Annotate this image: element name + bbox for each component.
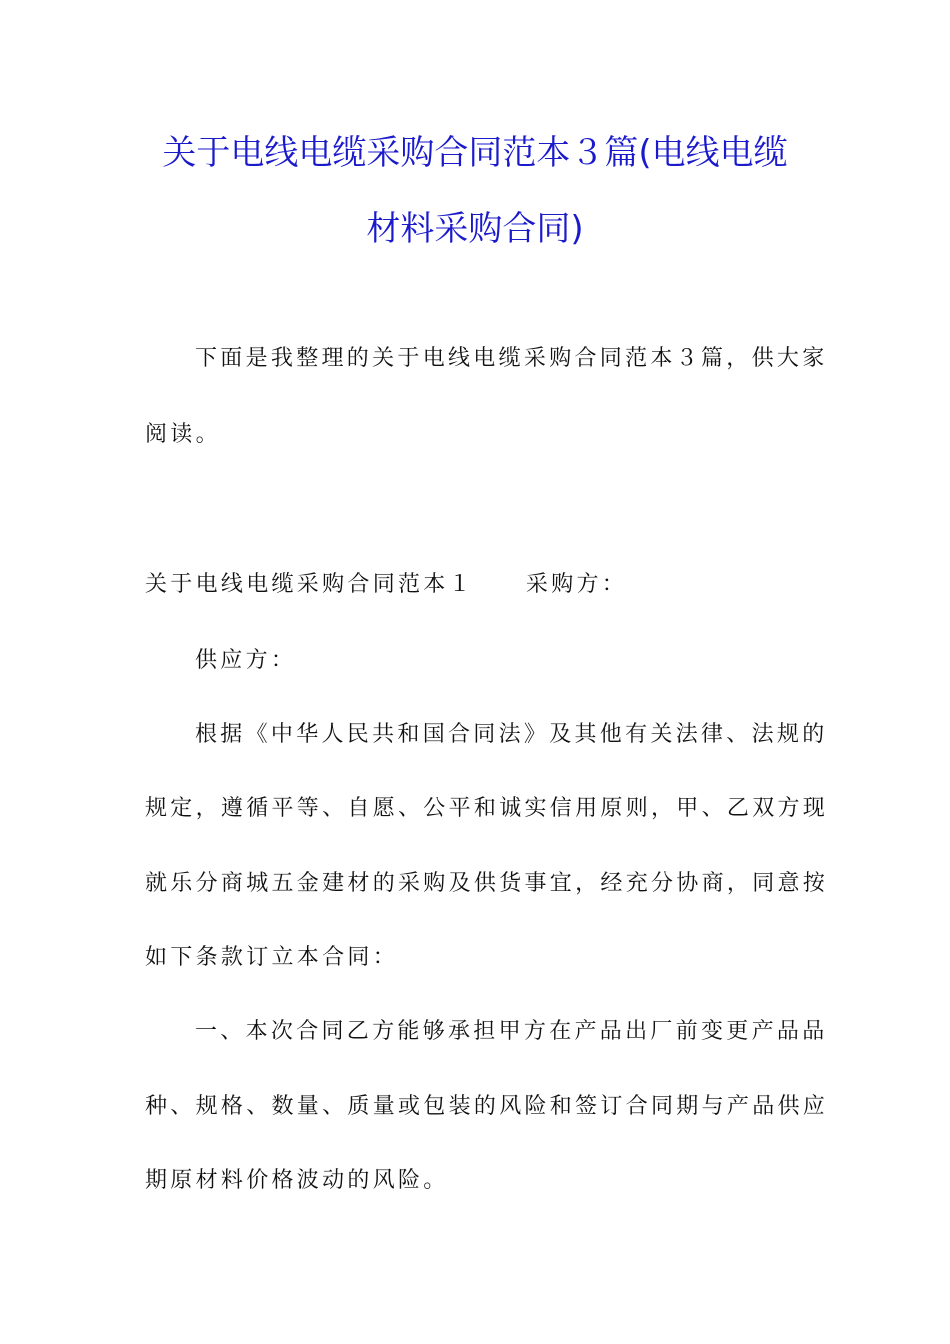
supplier-label: 供应方： — [195, 648, 297, 673]
buyer-label: 采购方： — [525, 572, 628, 597]
paragraph-line: 一、本次合同乙方能够承担甲方在产品出厂前变更产品品 — [195, 1019, 828, 1044]
section-heading-row — [145, 570, 810, 600]
paragraph-line: 期原材料价格波动的风险。 — [145, 1168, 449, 1193]
document-title-line-2: 材料采购合同) — [366, 209, 584, 249]
paragraph-line: 根据《中华人民共和国合同法》及其他有关法律、法规的 — [195, 722, 828, 747]
paragraph-line: 种、规格、数量、质量或包装的风险和签订合同期与产品供应 — [145, 1094, 829, 1119]
intro-line-1: 下面是我整理的关于电线电缆采购合同范本３篇，供大家 — [195, 346, 828, 371]
paragraph-line: 就乐分商城五金建材的采购及供货事宜，经充分协商，同意按 — [145, 871, 829, 896]
paragraph-line: 规定，遵循平等、自愿、公平和诚实信用原则，甲、乙双方现 — [145, 796, 829, 821]
section-heading: 关于电线电缆采购合同范本１ — [145, 572, 474, 597]
paragraph-line: 如下条款订立本合同： — [145, 945, 399, 970]
intro-line-2: 阅读。 — [145, 422, 221, 447]
document-title-line-1: 关于电线电缆采购合同范本３篇(电线电缆 — [162, 133, 788, 173]
